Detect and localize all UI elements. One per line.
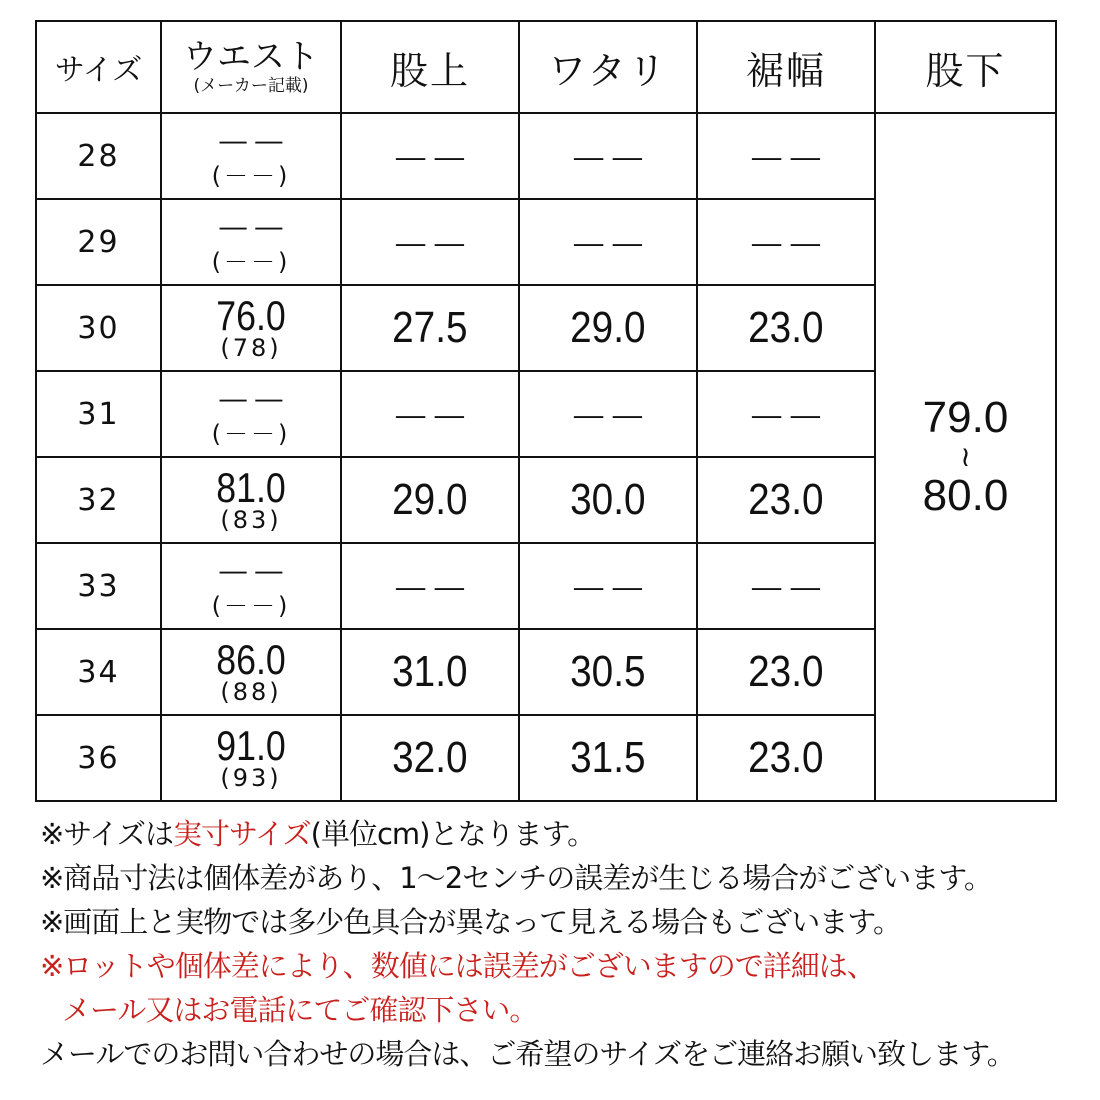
rise-value: －－ [391,394,469,443]
size-cell: 32 [36,457,161,543]
waist-value: －－ [215,550,287,597]
hem-cell [697,113,875,199]
hem-cell [697,371,875,457]
waist-maker-value: (88) [220,678,282,706]
header-waist-sub: (メーカー記載) [193,76,309,96]
rise-cell [341,371,519,457]
size-cell: 29 [36,199,161,285]
hem-cell [697,285,875,371]
note-contact-warning: メール又はお電話にてご確認下さい。 [62,993,538,1027]
inseam-to: 80.0 [922,471,1009,520]
waist-maker-value: (－－) [211,592,291,620]
rise-value: 32.0 [392,733,468,782]
note-color: ※画面上と実物では多少色具合が異なって見える場合もございます。 [40,905,901,939]
hem-cell [697,543,875,629]
thigh-cell [519,457,697,543]
waist-value: 91.0 [216,722,286,769]
waist-cell [161,457,341,543]
header-thigh: ワタリ [519,21,697,113]
hem-cell [697,199,875,285]
thigh-cell [519,199,697,285]
thigh-value: －－ [569,566,647,615]
waist-cell [161,543,341,629]
waist-maker-value: (－－) [211,248,291,276]
note-unit-prefix: ※サイズは [40,817,173,851]
thigh-value: －－ [569,136,647,185]
hem-value: －－ [747,566,825,615]
waist-cell [161,371,341,457]
header-size: サイズ [36,21,161,113]
thigh-value: 29.0 [570,303,646,352]
size-table [35,20,1057,802]
rise-cell [341,715,519,801]
waist-value: －－ [215,120,287,167]
rise-cell [341,285,519,371]
hem-value: －－ [747,136,825,185]
size-cell: 33 [36,543,161,629]
note-unit-suffix: (単位cm)となります。 [310,817,596,851]
thigh-cell [519,629,697,715]
hem-value: 23.0 [748,647,824,696]
inseam-cell [875,113,1056,801]
size-cell: 28 [36,113,161,199]
hem-value: －－ [747,394,825,443]
waist-value: 86.0 [216,636,286,683]
waist-value: 76.0 [216,292,286,339]
thigh-value: 30.0 [570,475,646,524]
waist-maker-value: (－－) [211,420,291,448]
header-inseam: 股下 [875,21,1056,113]
note-unit-highlight: 実寸サイズ [172,817,311,851]
notes-section [40,812,1070,1076]
hem-value: 23.0 [748,475,824,524]
waist-maker-value: (－－) [211,162,291,190]
inseam-from: 79.0 [922,393,1009,442]
thigh-value: 31.5 [570,733,646,782]
hem-value: 23.0 [748,733,824,782]
thigh-value: 30.5 [570,647,646,696]
size-cell: 31 [36,371,161,457]
hem-value: －－ [747,222,825,271]
rise-cell [341,113,519,199]
note-variance: ※商品寸法は個体差があり、1～2センチの誤差が生じる場合がございます。 [40,861,992,895]
waist-value: －－ [215,206,287,253]
thigh-value: －－ [569,222,647,271]
rise-cell [341,629,519,715]
hem-cell [697,457,875,543]
waist-maker-value: (78) [220,334,282,362]
waist-maker-value: (83) [220,506,282,534]
inseam-tilde: ≀ [960,441,971,472]
waist-cell [161,199,341,285]
table-row [36,113,1056,199]
thigh-cell [519,285,697,371]
waist-cell [161,285,341,371]
thigh-cell [519,715,697,801]
size-cell: 30 [36,285,161,371]
note-email-inquiry: メールでのお問い合わせの場合は、ご希望のサイズをご連絡お願い致します。 [40,1037,1015,1071]
thigh-cell [519,543,697,629]
hem-cell [697,629,875,715]
size-cell: 34 [36,629,161,715]
thigh-cell [519,371,697,457]
thigh-value: －－ [569,394,647,443]
rise-cell [341,199,519,285]
rise-value: －－ [391,566,469,615]
rise-value: 27.5 [392,303,468,352]
header-rise: 股上 [341,21,519,113]
rise-value: 29.0 [392,475,468,524]
rise-value: －－ [391,222,469,271]
size-cell: 36 [36,715,161,801]
waist-cell [161,629,341,715]
header-waist [161,21,341,113]
waist-cell [161,715,341,801]
rise-value: －－ [391,136,469,185]
waist-cell [161,113,341,199]
hem-value: 23.0 [748,303,824,352]
note-lot-warning: ※ロットや個体差により、数値には誤差がございますので詳細は、 [40,949,875,983]
rise-value: 31.0 [392,647,468,696]
header-hem: 裾幅 [697,21,875,113]
hem-cell [697,715,875,801]
rise-cell [341,457,519,543]
waist-value: 81.0 [216,464,286,511]
waist-maker-value: (93) [220,764,282,792]
note-unit [40,812,1070,856]
thigh-cell [519,113,697,199]
rise-cell [341,543,519,629]
waist-value: －－ [215,378,287,425]
header-waist-label: ウエスト [183,37,319,77]
header-row [36,21,1056,113]
